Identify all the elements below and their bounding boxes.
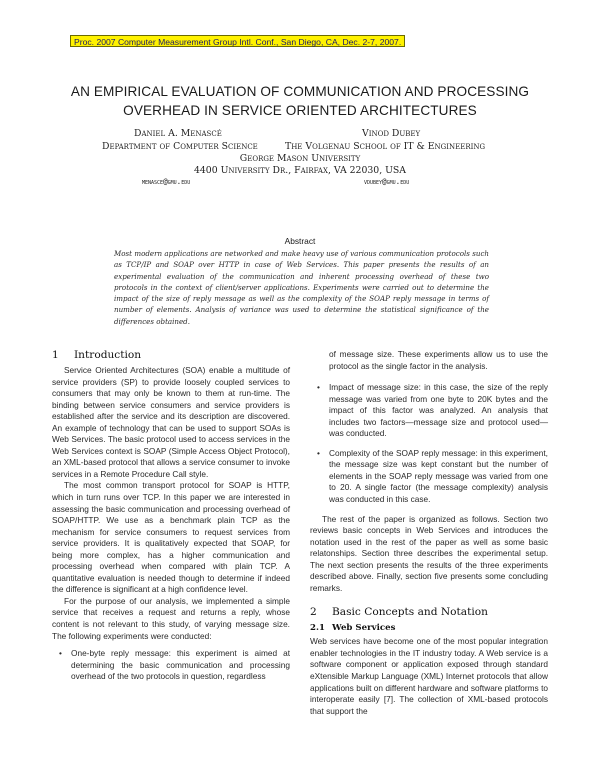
email-dubey: vdubey@gmu.edu: [364, 177, 410, 186]
title-line-2: OVERHEAD IN SERVICE ORIENTED ARCHITECTURES: [123, 103, 477, 118]
subsection-2-1-title: Web Services: [332, 623, 396, 634]
intro-paragraph-2: The most common transport protocol for SOAP is HTTP, which in turn runs over TCP. In this paper we are interested in assessing the basic communication and processing overhead of SOAP/HTTP. We use as a benchmark plain TCP as the mechanism for service consumers to request services from service providers. It is qualitatively expected that SOAP, for being more complex, has a higher communication and processing overhead when compared with plain TCP. A quantitative evaluation is needed though to determine if indeed the difference is significant at a high confidence level.: [52, 480, 290, 595]
department-cs: Department of Computer Science: [102, 141, 258, 152]
experiment-bullet-1-continued: of message size. These experiments allow us to use the protocol as the single factor in the analysis.: [329, 349, 548, 371]
author-menasce: Daniel A. Menascé: [134, 128, 222, 139]
experiment-list-right: [310, 382, 548, 505]
right-column: [310, 349, 548, 717]
conference-banner: Proc. 2007 Computer Measurement Group Intl. Conf., San Diego, CA, Dec. 2-7, 2007.: [70, 35, 405, 47]
author-names: [0, 128, 600, 142]
section-1-number: 1: [52, 349, 59, 361]
title-line-1: AN EMPIRICAL EVALUATION OF COMMUNICATION AND PROCESSING: [70, 84, 530, 99]
subsection-2-1-number: 2.1: [310, 623, 325, 634]
author-emails: [0, 177, 600, 189]
experiment-bullet-1: • One-byte reply message: this experiment is aimed at determining the basic communication and processing overhead of the two protocols in question, regardless: [52, 648, 290, 683]
section-2-heading: [310, 605, 548, 620]
intro-paragraph-1: Service Oriented Architectures (SOA) enable a multitude of service providers (SP) to provide loosely coupled services to consumers that may only be known to them at run-time. The binding between service consumers and service providers is established after the service and its description are discovered. An example of technology that can be used to support SOAs is Web Services. The basic protocol used to access services in the Web Services context is SOAP (Simple Access Object Protocol), an XML-based protocol that allows a service consumer to invoke services in a Remote Procedure Call style.: [52, 365, 290, 479]
intro-paragraph-3: For the purpose of our analysis, we implemented a simple service that receives a request and returns a reply, whose content is not relevant to this study, of varying message size. The following experiments were conducted:: [52, 595, 290, 641]
author-dubey: Vinod Dubey: [362, 128, 421, 139]
section-2-title: Basic Concepts and Notation: [332, 606, 488, 619]
email-menasce: menasce@gmu.edu: [142, 177, 191, 186]
section-1-title: Introduction: [74, 349, 142, 361]
department-volgenau: The Volgenau School of IT & Engineering: [285, 141, 486, 152]
subsection-2-1-heading: [310, 622, 548, 634]
abstract-text: Most modern applications are networked and make heavy use of various communication protocols such as TCP/IP and SOAP over HTTP in case of Web Services. This paper presents the results of an experimental evaluation of the communication and inherent processing overhead of these two protocols in the context of client/server applications. Experiments were carried out to determine the impact of the size of reply message as well as the complexity of the SOAP reply message in terms of number of elements. Analysis of variance was used to determine the statistical significance of the differences obtained.: [114, 249, 489, 326]
left-column: [52, 348, 290, 691]
web-services-paragraph-1: Web services have become one of the most popular integration enabler technologies in the IT industry today. A Web service is a software component or application exposed through standard eXtensible Markup Language (XML) Internet protocols that allow applications built on different hardware and software platforms to interoperate easily [7]. The collection of XML-based protocols that support the: [310, 636, 548, 716]
address: 4400 University Dr., Fairfax, VA 22030, USA: [193, 165, 407, 176]
intro-paragraph-4: The rest of the paper is organized as follows. Section two reviews basic concepts in Web Services and introduces the notation used in the rest of the paper as well as some basic relatonships. Section three describes the experimental setup. The next section presents the results of the three experiments described above. Finally, section five presents some concluding remarks.: [310, 513, 548, 593]
section-1-heading: [52, 348, 290, 363]
experiment-bullet-3: • Complexity of the SOAP reply message: in this experiment, the message size was kept constant but the number of elements in the SOAP reply message was varied from one to 20. A single factor (the message complexity) analysis was conducted in this case.: [310, 448, 548, 506]
abstract-heading: Abstract: [284, 236, 316, 246]
university: George Mason University: [239, 153, 361, 164]
experiment-bullet-2: • Impact of message size: in this case, the size of the reply message was varied from one byte to 20K bytes and the impact of this factor was analyzed. An analysis that includes two factors—message size and protocol used—was conducted.: [310, 382, 548, 440]
paper-title: [60, 82, 540, 120]
section-2-number: 2: [310, 606, 317, 619]
experiment-list-left: [52, 648, 290, 683]
